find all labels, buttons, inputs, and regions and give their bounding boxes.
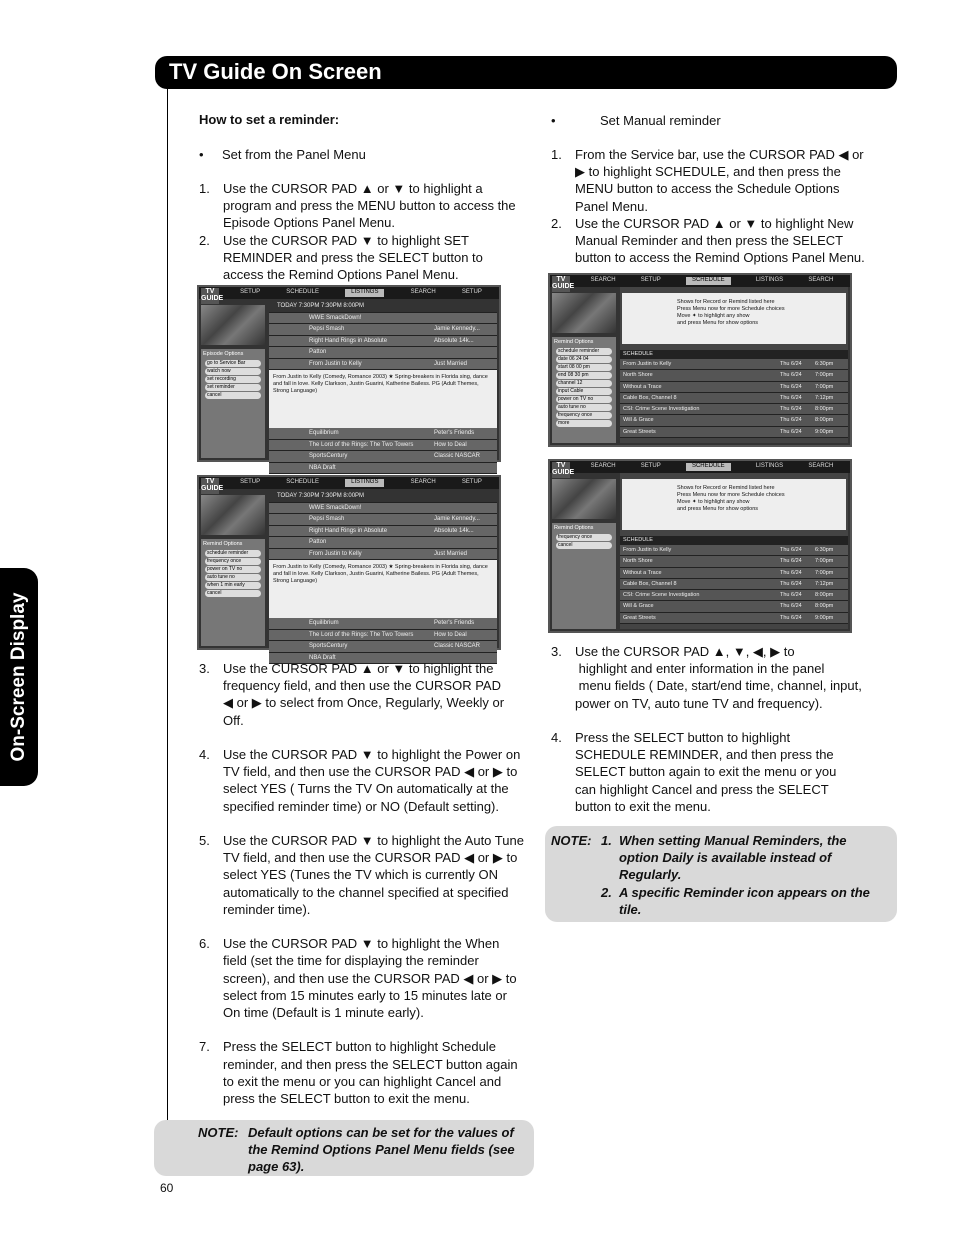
tv-schedule-time: 6:30pm [815, 547, 834, 553]
tv-top-bar [199, 477, 499, 492]
note-line: Regularly. [619, 867, 682, 883]
tv-schedule-row: Will & Grace Thu 6/24 8:00pm [620, 601, 848, 612]
step-line: program and press the MENU button to access the [223, 198, 516, 214]
tv-schedule-date: Thu 6/24 [780, 614, 802, 621]
page-number: 60 [160, 1181, 174, 1195]
tv-tab: LISTINGS [345, 289, 384, 297]
tv-panel-item: go to Service Bar [205, 360, 261, 367]
note-text [601, 832, 891, 918]
tv-tab: SEARCH [590, 277, 616, 283]
tv-listing-row: Pepsi Smash Jamie Kennedy... [269, 324, 497, 336]
tv-tab: SCHEDULE [686, 463, 731, 471]
step-text [575, 643, 862, 712]
tv-options-panel [201, 539, 265, 646]
tv-panel-item: end 08 30 pm [556, 372, 612, 379]
note-line: A specific Reminder icon appears on the [619, 884, 870, 900]
note-item-number: 1. [601, 833, 612, 848]
step-line: SCHEDULE REMINDER, and then press the [575, 747, 834, 763]
step-line: Manual Reminder and then press the SELECT [575, 233, 844, 248]
tv-guide-logo: TV GUIDE [201, 478, 224, 492]
step-line: specified reminder time) or NO (Default setting). [223, 798, 499, 814]
step-number: 4. [551, 730, 562, 745]
tv-schedule-time: 9:00pm [815, 614, 834, 621]
step-text [223, 1038, 518, 1107]
tv-schedule-time: 7:12pm [815, 580, 834, 587]
tv-panel-item: auto tune no [556, 404, 612, 411]
step-line: MENU button to access the Schedule Options [575, 181, 840, 197]
tv-schedule-time: 7:00pm [815, 569, 834, 576]
step-line: Use the CURSOR PAD ▼ to highlight the Auto Tune [223, 833, 524, 848]
tv-guide-screenshot-remind [197, 475, 501, 661]
tv-schedule-time: 7:12pm [815, 394, 834, 401]
tv-info-line: Press Menu now for more Schedule choices [677, 492, 785, 498]
tv-info-line: and press Menu for show options [677, 506, 759, 512]
tv-time-header: TODAY 7:30PM 7:30PM 8:00PM [269, 491, 497, 503]
tv-panel-item: channel 12 [556, 380, 612, 387]
tv-schedule-row: Will & Grace Thu 6/24 8:00pm [620, 415, 848, 426]
tv-schedule-date: Thu 6/24 [780, 603, 802, 610]
tv-panel-item: when 1 min early [205, 582, 261, 589]
tv-panel-item: schedule reminder [556, 348, 612, 355]
step-line: Panel Menu. [575, 198, 648, 214]
tv-listing-row: The Lord of the Rings: The Two Towers How to Deal [269, 440, 497, 452]
step-line: select YES ( Turns the TV On automatically at the [223, 781, 509, 797]
tv-schedule-row: From Justin to Kelly Thu 6/24 6:30pm [620, 545, 848, 556]
tv-listing-next: How to Deal [434, 441, 467, 448]
tv-tabs [227, 289, 495, 297]
tv-tab: SETUP [640, 277, 661, 283]
step-line: press the SELECT button to exit the menu. [223, 1091, 470, 1106]
tv-top-bar [550, 461, 850, 476]
tv-tab: SEARCH [808, 277, 834, 283]
step-line: Use the CURSOR PAD ▼ to highlight SET [223, 232, 469, 248]
note-text [248, 1124, 515, 1176]
tv-listing-next: Classic NASCAR [434, 643, 481, 649]
step-line: ◀ or ▶ to select from Once, Regularly, Weekly or [223, 695, 505, 711]
note-box [545, 826, 897, 922]
tv-listing-row: From Justin to Kelly Just Married [269, 359, 497, 371]
tv-listing-next: Peter's Friends [434, 430, 475, 436]
step-line: to exit the menu or you can highlight Cancel and [223, 1073, 502, 1089]
tv-panel-item: auto tune no [205, 574, 261, 581]
tv-panel-item: input Cable [556, 388, 612, 395]
note-line: page 63). [248, 1159, 305, 1175]
step-number: 1. [551, 147, 562, 162]
tv-tab: SEARCH [808, 463, 834, 469]
tv-schedule-date: Thu 6/24 [780, 372, 802, 379]
tv-listing-row: Right Hand Rings in Absolute Absolute 14k... [269, 526, 497, 538]
step-line: frequency field, and then use the CURSOR PAD [223, 678, 501, 694]
tv-tab: SETUP [461, 479, 482, 485]
step-line: SELECT button again to exit the menu or you [575, 764, 837, 780]
tv-listing-grid [269, 301, 497, 471]
tv-tab: LISTINGS [755, 463, 784, 469]
tv-panel-item: Remind Options [203, 541, 243, 547]
tv-listing-row: The Lord of the Rings: The Two Towers How to Deal [269, 630, 497, 642]
tv-schedule-date: Thu 6/24 [780, 417, 802, 424]
tv-guide-screenshot-episode [197, 285, 501, 471]
tv-listing-next: Absolute 14k... [434, 337, 474, 344]
note-line: When setting Manual Reminders, the [619, 833, 847, 848]
tv-tabs [227, 479, 495, 487]
tv-panel-item: Remind Options [554, 339, 594, 345]
note-item [601, 832, 891, 884]
tv-schedule-date: Thu 6/24 [780, 592, 802, 599]
tv-panel-item: cancel [205, 392, 261, 399]
step-line: menu fields ( Date, start/end time, channel, input, [575, 678, 862, 694]
note-box [154, 1120, 534, 1176]
step-line: Use the CURSOR PAD ▲, ▼, ◀, ▶ to [575, 644, 795, 659]
step-line: Use the CURSOR PAD ▲ or ▼ to highlight New [575, 215, 854, 231]
step-text [223, 660, 504, 729]
step-line: reminder time). [223, 901, 311, 917]
tv-schedule-row: Great Streets Thu 6/24 9:00pm [620, 427, 848, 438]
tv-listing-next: Just Married [434, 550, 468, 557]
tv-guide-logo: TV GUIDE [552, 276, 575, 290]
tv-schedule-row: Cable Box, Channel 8 Thu 6/24 7:12pm [620, 393, 848, 404]
bullet-text: Set from the Panel Menu [222, 147, 366, 162]
tv-schedule-row: CSI: Crime Scene Investigation Thu 6/24 8:00pm [620, 404, 848, 415]
tv-panel-item: set reminder [205, 384, 261, 391]
tv-listing-row: WWE SmackDown! [269, 503, 497, 515]
step-number: 1. [199, 181, 210, 196]
bullet: • [199, 147, 204, 162]
tv-program-description: From Justin to Kelly (Comedy, Romance 2003) ★ Spring-breakers in Florida sing, dance and fall in love. Kelly Clarkson, Justin Guarini, Katherine Bailess. PG (Adult Themes, Strong Language) [269, 560, 497, 618]
tv-schedule-row: CSI: Crime Scene Investigation Thu 6/24 8:00pm [620, 590, 848, 601]
tv-guide-screenshot-schedule [548, 459, 852, 633]
tv-schedule-time: 8:00pm [815, 603, 834, 610]
page-title: TV Guide On Screen [169, 59, 382, 84]
tv-info-line: Move ✦ to highlight any show [677, 313, 750, 319]
tv-panel-item: schedule reminder [205, 550, 261, 557]
tv-panel-item: date 06 24 04 [556, 356, 612, 363]
step-line: Use the CURSOR PAD ▲ or ▼ to highlight a [223, 181, 483, 196]
step-number: 7. [199, 1039, 210, 1055]
step-text [223, 180, 516, 232]
note-label: NOTE: [551, 833, 592, 848]
tv-listing-next: Peter's Friends [434, 620, 475, 626]
tv-tab: SEARCH [410, 289, 436, 295]
tv-info-line: and press Menu for show options [677, 320, 759, 326]
tv-panel-item: watch now [205, 368, 261, 375]
step-line: field (set the time for displaying the reminder [223, 953, 479, 969]
tv-panel-item: Episode Options [203, 351, 244, 357]
step-line: can highlight Cancel and press the SELECT [575, 781, 829, 797]
tv-listing-next: Classic NASCAR [434, 453, 481, 459]
step-text [223, 746, 520, 815]
tv-schedule-date: Thu 6/24 [780, 361, 802, 367]
tv-tabs [578, 277, 846, 285]
page-title-bar [155, 56, 897, 89]
tv-tab: LISTINGS [345, 479, 384, 487]
step-line: screen), and then use the CURSOR PAD ◀ or ▶ to [223, 970, 517, 986]
tv-panel-item: Remind Options [554, 525, 594, 531]
tv-listing-next: Absolute 14k... [434, 527, 474, 534]
note-label: NOTE: [198, 1125, 239, 1140]
tv-listing-row: Pepsi Smash Jamie Kennedy... [269, 514, 497, 526]
tv-schedule-area [620, 473, 848, 629]
step-line: automatically to the channel specified at specified [223, 884, 509, 900]
tv-schedule-time: 7:00pm [815, 558, 834, 565]
step-number: 5. [199, 833, 210, 848]
tv-schedule-time: 7:00pm [815, 383, 834, 390]
step-text [575, 146, 864, 215]
tv-panel-item: more [556, 420, 612, 427]
tv-listing-grid [269, 491, 497, 661]
tv-tabs [578, 463, 846, 471]
tv-preview-image [201, 305, 265, 345]
tv-schedule-label: SCHEDULE [620, 536, 848, 545]
step-line: Press the SELECT button to highlight Schedule [223, 1039, 496, 1055]
tv-time-header: TODAY 7:30PM 7:30PM 8:00PM [269, 301, 497, 313]
tv-preview-image [201, 495, 265, 535]
step-line: Use the CURSOR PAD ▼ to highlight the When [223, 936, 500, 952]
tv-listing-row: Equilibrium Peter's Friends [269, 618, 497, 630]
tv-listing-row: WWE SmackDown! [269, 313, 497, 325]
tv-schedule-row: Without a Trace Thu 6/24 7:00pm [620, 382, 848, 393]
tv-tab: SCHEDULE [286, 479, 319, 485]
tv-tab: SETUP [640, 463, 661, 469]
bullet: • [551, 113, 556, 128]
note-item-number: 2. [601, 884, 612, 900]
tv-listing-row: NBA Draft [269, 463, 497, 475]
step-line: select YES (Tunes the TV which is currently ON [223, 867, 499, 883]
tv-schedule-time: 7:00pm [815, 372, 834, 379]
step-line: button to access the Remind Options Panel Menu. [575, 250, 865, 266]
tv-listing-row: Equilibrium Peter's Friends [269, 428, 497, 440]
side-tab [0, 568, 38, 786]
tv-tab: LISTINGS [755, 277, 784, 283]
step-number: 2. [199, 232, 210, 248]
tv-schedule-date: Thu 6/24 [780, 569, 802, 576]
tv-tab: SCHEDULE [286, 289, 319, 295]
step-text [223, 232, 483, 284]
tv-schedule-label: SCHEDULE [620, 350, 848, 359]
tv-schedule-row: North Shore Thu 6/24 7:00pm [620, 556, 848, 567]
tv-panel-item: cancel [556, 542, 612, 549]
tv-schedule-row: North Shore Thu 6/24 7:00pm [620, 370, 848, 381]
tv-schedule-time: 8:00pm [815, 406, 834, 413]
tv-panel-item: power on TV no [205, 566, 261, 573]
step-number: 2. [551, 215, 562, 231]
tv-listing-row: SportsCentury Classic NASCAR [269, 451, 497, 463]
tv-schedule-date: Thu 6/24 [780, 394, 802, 401]
step-line: Use the CURSOR PAD ▲ or ▼ to highlight the [223, 661, 494, 676]
tv-schedule-row: Without a Trace Thu 6/24 7:00pm [620, 568, 848, 579]
tv-options-panel [552, 337, 616, 443]
tv-schedule-info [622, 293, 846, 344]
tv-options-panel [552, 523, 616, 629]
tv-program-description: From Justin to Kelly (Comedy, Romance 2003) ★ Spring-breakers in Florida sing, dance and fall in love. Kelly Clarkson, Justin Guarini, Katherine Bailess. PG (Adult Themes, Strong Language) [269, 370, 497, 428]
step-number: 3. [199, 661, 210, 676]
tv-info-line: Press Menu now for more Schedule choices [677, 306, 785, 312]
note-line: Default options can be set for the values of [248, 1125, 514, 1140]
tv-panel-item: frequency once [556, 412, 612, 419]
tv-panel-item: frequency once [205, 558, 261, 565]
step-line: TV field, and then use the CURSOR PAD ◀ or ▶ to [223, 764, 518, 780]
tv-info-line: Move ✦ to highlight any show [677, 499, 750, 505]
step-line: Press the SELECT button to highlight [575, 730, 791, 745]
column-divider [167, 89, 168, 1174]
tv-guide-logo: TV GUIDE [201, 288, 224, 302]
step-number: 3. [551, 644, 562, 659]
tv-listing-row: Patton [269, 537, 497, 549]
tv-schedule-row: Great Streets Thu 6/24 9:00pm [620, 613, 848, 624]
step-line: Off. [223, 712, 244, 728]
step-line: Use the CURSOR PAD ▼ to highlight the Power on [223, 747, 521, 762]
tv-top-bar [550, 275, 850, 290]
step-line: From the Service bar, use the CURSOR PAD ◀ or [575, 147, 864, 162]
tv-listing-row: Right Hand Rings in Absolute Absolute 14k... [269, 336, 497, 348]
tv-tab: SETUP [461, 289, 482, 295]
tv-preview-image [552, 293, 616, 333]
tv-listing-row: Patton [269, 347, 497, 359]
tv-info-line: Shows for Record or Remind listed here [677, 485, 775, 491]
tv-schedule-row: Cable Box, Channel 8 Thu 6/24 7:12pm [620, 579, 848, 590]
tv-schedule-date: Thu 6/24 [780, 406, 802, 413]
tv-panel-item: set recording [205, 376, 261, 383]
tv-panel-item: start 08 00 pm [556, 364, 612, 371]
step-number: 6. [199, 936, 210, 952]
step-number: 4. [199, 747, 210, 762]
tv-schedule-date: Thu 6/24 [780, 547, 802, 553]
step-text [223, 832, 524, 918]
note-line: option Daily is available instead of [619, 850, 832, 866]
tv-listing-row: NBA Draft [269, 653, 497, 665]
step-line: On time (Default is 1 minute early). [223, 1005, 424, 1020]
tv-schedule-time: 9:00pm [815, 428, 834, 435]
tv-schedule-date: Thu 6/24 [780, 383, 802, 390]
tv-tab: SETUP [240, 289, 261, 295]
tv-tab: SCHEDULE [686, 277, 731, 285]
tv-listing-next: How to Deal [434, 631, 467, 638]
tv-guide-logo: TV GUIDE [552, 462, 575, 476]
tv-panel-item: cancel [205, 590, 261, 597]
tv-tab: SETUP [240, 479, 261, 485]
note-line: tile. [619, 901, 642, 917]
step-line: access the Remind Options Panel Menu. [223, 267, 459, 282]
tv-schedule-area [620, 287, 848, 443]
tv-tab: SEARCH [590, 463, 616, 469]
note-item [601, 884, 891, 918]
step-text [223, 935, 517, 1021]
tv-listing-next: Jamie Kennedy... [434, 516, 480, 522]
bullet-text: Set Manual reminder [600, 113, 721, 128]
tv-schedule-time: 6:30pm [815, 361, 834, 367]
tv-listing-next: Just Married [434, 360, 468, 367]
tv-listing-next: Jamie Kennedy... [434, 326, 480, 332]
step-line: power on TV, auto tune TV and frequency). [575, 695, 823, 711]
step-line: select from 15 minutes early to 15 minutes late or [223, 987, 507, 1003]
tv-schedule-date: Thu 6/24 [780, 428, 802, 435]
step-line: ▶ to highlight SCHEDULE, and then press the [575, 164, 841, 180]
tv-top-bar [199, 287, 499, 302]
tv-schedule-row: From Justin to Kelly Thu 6/24 6:30pm [620, 359, 848, 370]
tv-preview-image [552, 479, 616, 519]
tv-schedule-time: 8:00pm [815, 417, 834, 424]
tv-info-line: Shows for Record or Remind listed here [677, 299, 775, 305]
section-heading: How to set a reminder: [199, 112, 340, 127]
tv-schedule-date: Thu 6/24 [780, 558, 802, 565]
step-line: reminder, and then press the SELECT button again [223, 1056, 518, 1072]
step-text [575, 215, 865, 267]
tv-panel-item: power on TV no [556, 396, 612, 403]
side-tab-label: On-Screen Display [8, 592, 29, 762]
tv-guide-screenshot-manual [548, 273, 852, 447]
step-text [575, 729, 836, 815]
step-line: button to exit the menu. [575, 798, 711, 814]
tv-tab: SEARCH [410, 479, 436, 485]
tv-options-panel [201, 349, 265, 458]
tv-schedule-info [622, 479, 846, 530]
tv-schedule-date: Thu 6/24 [780, 580, 802, 587]
tv-listing-row: SportsCentury Classic NASCAR [269, 641, 497, 653]
step-line: TV field, and then use the CURSOR PAD ◀ or ▶ to [223, 850, 518, 866]
tv-schedule-time: 8:00pm [815, 592, 834, 599]
tv-panel-item: frequency once [556, 534, 612, 541]
tv-listing-row: From Justin to Kelly Just Married [269, 549, 497, 561]
step-line: highlight and enter information in the panel [575, 661, 825, 677]
step-line: REMINDER and press the SELECT button to [223, 249, 483, 265]
note-line: the Remind Options Panel Menu fields (see [248, 1142, 515, 1158]
step-line: Episode Options Panel Menu. [223, 215, 395, 231]
